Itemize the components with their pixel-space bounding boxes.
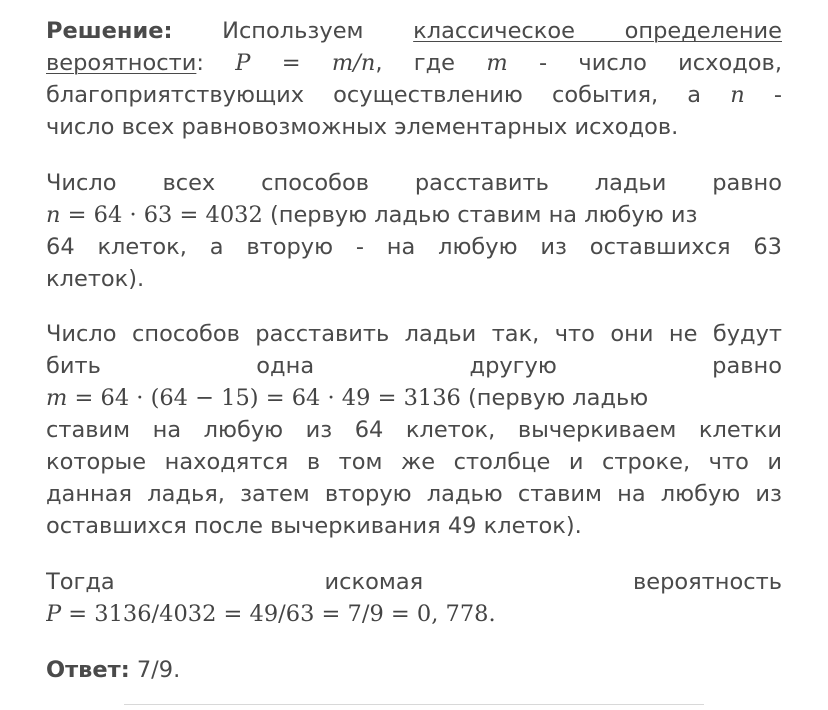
p3-line5: которые находятся в том же столбце и строке, что и <box>46 449 782 475</box>
answer-line <box>46 654 782 686</box>
var-n: n <box>730 82 745 108</box>
p2-line4: клеток). <box>46 266 145 292</box>
p2-line3: 64 клеток, а вторую - на любую из оставшихся 63 <box>46 234 782 260</box>
p1-line4: число всех равновозможных элементарных исходов. <box>46 114 679 140</box>
p3-line7: оставшихся после вычеркивания 49 клеток). <box>46 513 582 539</box>
p4-line2: P = 3136/4032 = 49/63 = 7/9 = 0, 778. <box>46 601 496 627</box>
formula-m: = 64 · (64 − 15) = 64 · 49 = 3136 <box>67 385 461 411</box>
answer-value: 7/9. <box>129 657 181 683</box>
p1-text: Используем <box>222 18 364 44</box>
p1-line2: вероятности: P = m/n, где m - число исходов, <box>46 50 782 76</box>
p2-line2: n = 64 · 63 = 4032 (первую ладью ставим на любую из <box>46 202 698 228</box>
p3-line4: ставим на любую из 64 клеток, вычеркиваем клетки <box>46 417 782 443</box>
p3-line3: m = 64 · (64 − 15) = 64 · 49 = 3136 (первую ладью <box>46 385 649 411</box>
p1-line1 <box>46 15 782 47</box>
p1-line3: благоприятствующих осуществлению события, а n - <box>46 82 782 108</box>
formula-p-mn: P = m/n <box>235 50 376 76</box>
p2-line1: Число всех способов расставить ладьи равно <box>46 170 782 196</box>
definition-link[interactable]: классическое определение <box>413 18 782 44</box>
answer-label: Ответ: <box>46 657 130 683</box>
p3-line1: Число способов расставить ладьи так, что они не будут <box>46 321 782 347</box>
var-m: m <box>486 50 508 76</box>
formula-n: = 64 · 63 = 4032 <box>60 202 263 228</box>
probability-link[interactable]: вероятности <box>46 50 197 76</box>
p3-line2: бить одна другую равно <box>46 353 782 379</box>
divider <box>124 704 704 705</box>
formula-p: = 3136/4032 = 49/63 = 7/9 = 0, 778. <box>61 601 496 627</box>
p3-line6: данная ладья, затем вторую ладью ставим на любую из <box>46 481 782 507</box>
p4-line1: Тогда искомая вероятность <box>46 569 782 595</box>
solution-heading: Решение: <box>46 18 173 44</box>
